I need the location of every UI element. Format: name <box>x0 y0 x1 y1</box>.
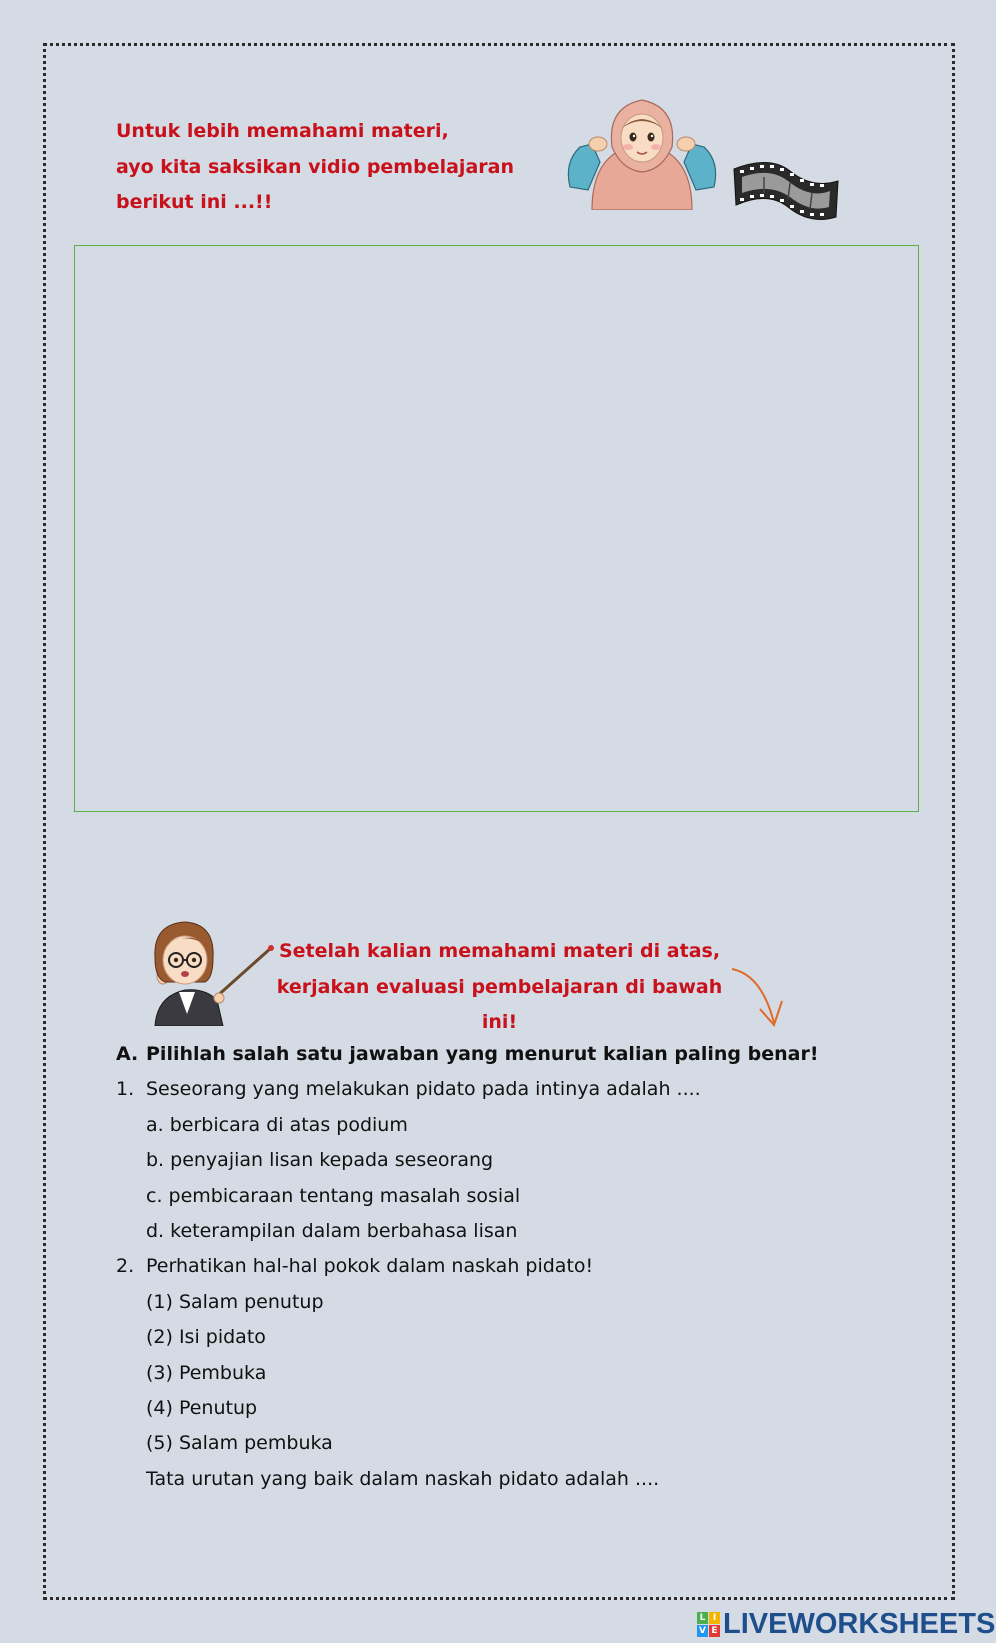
option-label: b. penyajian lisan kepada seseorang <box>146 1149 494 1172</box>
list-item <box>116 1356 916 1391</box>
logo-letter: E <box>709 1625 720 1637</box>
section-title: Pilihlah salah satu jawaban yang menurut kalian paling benar! <box>146 1043 819 1065</box>
question-prompt <box>116 1462 916 1497</box>
instruction-line: kerjakan evaluasi pembelajaran di bawah ini! <box>276 975 723 1033</box>
list-item-text: (5) Salam pembuka <box>146 1432 333 1455</box>
instruction-line: Setelah kalian memahami materi di atas, <box>278 940 721 962</box>
hijab-girl-pointing-icon <box>562 92 722 210</box>
answer-option-c[interactable] <box>116 1179 916 1214</box>
answer-option-b[interactable] <box>116 1143 916 1178</box>
teacher-with-pointer-icon <box>145 918 277 1026</box>
questions-block <box>116 1037 916 1497</box>
section-marker: A. <box>116 1043 139 1065</box>
logo-letter: L <box>697 1612 708 1624</box>
question-text: Seseorang yang melakukan pidato pada intinya adalah .... <box>146 1078 701 1101</box>
question-number: 2. <box>116 1255 135 1278</box>
film-strip-icon <box>730 155 842 227</box>
list-item-text: (2) Isi pidato <box>146 1326 266 1349</box>
list-item <box>116 1426 916 1461</box>
logo-text: LIVEWORKSHEETS <box>723 1607 996 1640</box>
video-embed-area[interactable] <box>74 245 919 812</box>
list-item <box>116 1391 916 1426</box>
list-item-text: (1) Salam penutup <box>146 1290 324 1313</box>
question-2 <box>116 1249 916 1284</box>
logo-letter: V <box>697 1625 708 1637</box>
intro-line: berikut ini ...!! <box>116 191 273 213</box>
answer-option-a[interactable] <box>116 1108 916 1143</box>
option-label: a. berbicara di atas podium <box>146 1113 408 1136</box>
liveworksheets-logo[interactable] <box>697 1607 995 1641</box>
logo-blocks-icon <box>697 1612 720 1637</box>
prompt-text: Tata urutan yang baik dalam naskah pidato adalah .... <box>146 1467 660 1490</box>
option-label: c. pembicaraan tentang masalah sosial <box>146 1184 521 1207</box>
question-number: 1. <box>116 1078 135 1101</box>
option-label: d. keterampilan dalam berbahasa lisan <box>146 1219 518 1242</box>
curved-arrow-down-icon <box>730 965 795 1030</box>
list-item-text: (4) Penutup <box>146 1396 258 1419</box>
instruction-text <box>272 934 727 1041</box>
answer-option-d[interactable] <box>116 1214 916 1249</box>
list-item <box>116 1285 916 1320</box>
section-heading <box>116 1037 916 1072</box>
logo-letter: I <box>709 1612 720 1624</box>
list-item <box>116 1320 916 1355</box>
intro-line: ayo kita saksikan vidio pembelajaran <box>116 155 514 178</box>
intro-line: Untuk lebih memahami materi, <box>116 120 449 142</box>
question-1 <box>116 1072 916 1107</box>
question-text: Perhatikan hal-hal pokok dalam naskah pidato! <box>146 1255 594 1278</box>
list-item-text: (3) Pembuka <box>146 1361 267 1384</box>
intro-text <box>116 114 514 221</box>
